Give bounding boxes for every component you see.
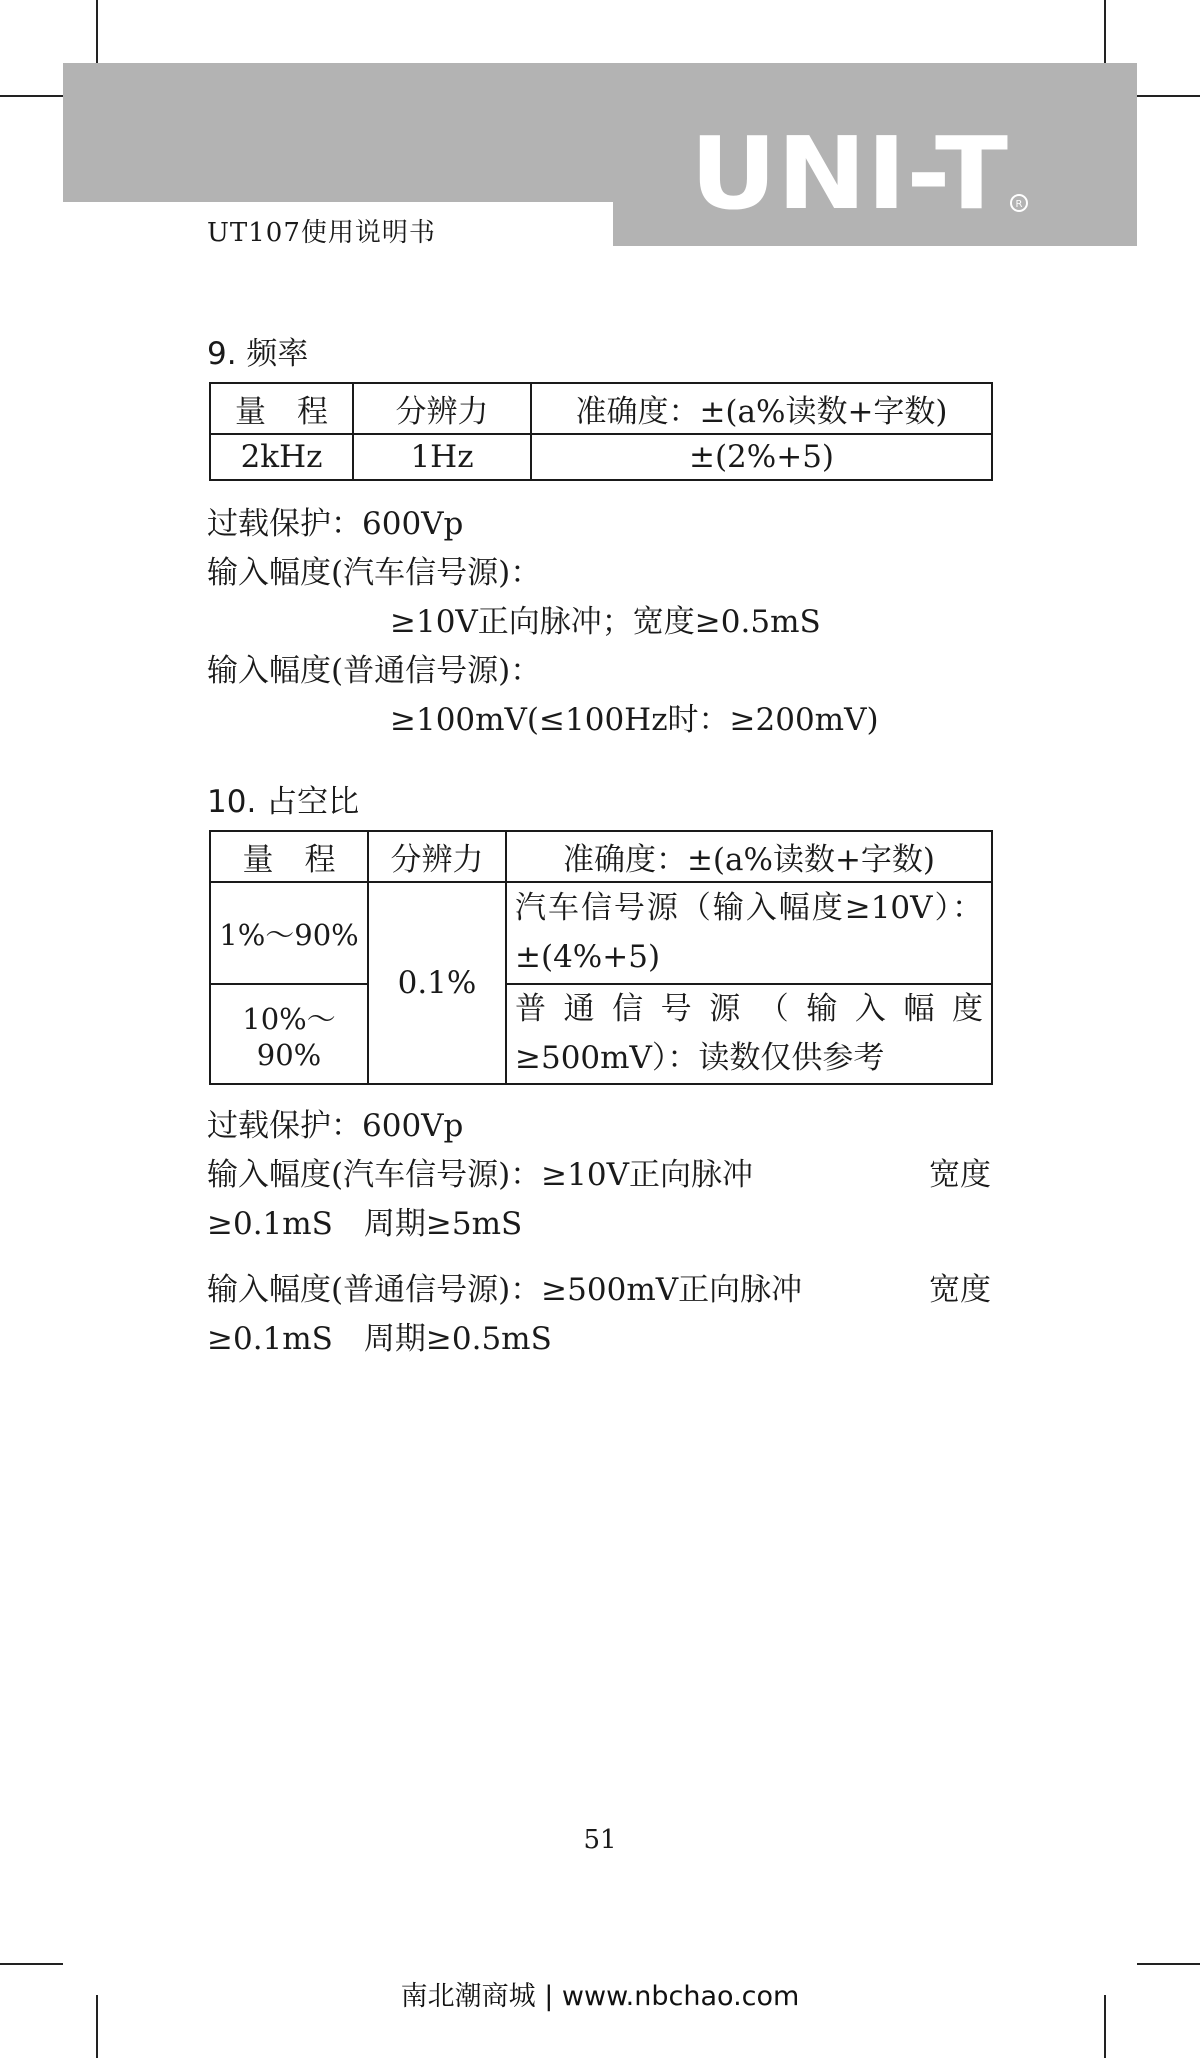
cell-accuracy: 汽车信号源（输入幅度≥10V）：±(4%+5): [506, 882, 992, 984]
header-resolution: 分辨力: [368, 831, 506, 882]
frequency-spec-table: [209, 382, 993, 481]
section-title-duty-cycle: 10. 占空比: [207, 784, 360, 820]
header-range: 量 程: [210, 383, 353, 434]
input-amplitude-general-label: 输入幅度(普通信号源)：: [207, 653, 542, 689]
footer-watermark: 南北潮商城 | www.nbchao.com: [400, 1981, 800, 2012]
input-amplitude-auto: [207, 1149, 991, 1194]
crop-mark: [0, 1963, 63, 1965]
crop-mark: [1137, 95, 1200, 97]
cell-resolution: 1Hz: [353, 434, 531, 480]
svg-text:R: R: [1015, 199, 1023, 210]
uni-t-logo: [690, 122, 1030, 217]
svg-text:UNI-T: UNI-T: [690, 122, 1008, 217]
section-title-frequency: 9. 频率: [207, 336, 309, 372]
width-label: 宽度: [929, 1157, 991, 1193]
header-accuracy: 准确度：±(a%读数+字数): [506, 831, 992, 882]
input-amplitude-auto-label: 输入幅度(汽车信号源)：: [207, 555, 542, 591]
cell-resolution: 0.1%: [368, 882, 506, 1084]
width-label: 宽度: [929, 1272, 991, 1308]
cell-range: 10%～90%: [210, 984, 368, 1084]
input-amplitude-auto-value: ≥10V正向脉冲；宽度≥0.5mS: [390, 604, 821, 640]
header-accuracy: 准确度：±(a%读数+字数): [531, 383, 992, 434]
cell-accuracy: ±(2%+5): [531, 434, 992, 480]
input-amplitude-general-value: ≥100mV(≤100Hz时：≥200mV): [390, 702, 879, 738]
crop-mark: [1137, 1963, 1200, 1965]
crop-mark: [0, 95, 63, 97]
input-amplitude-auto-continued: ≥0.1mS 周期≥5mS: [207, 1206, 523, 1242]
table-header-row: [210, 831, 992, 882]
input-amplitude-auto-text: 输入幅度(汽车信号源)：≥10V正向脉冲: [207, 1157, 753, 1193]
cell-accuracy: 普通信号源（输入幅度≥500mV）：读数仅供参考: [506, 984, 992, 1084]
table-row: [210, 984, 992, 1084]
table-header-row: [210, 383, 992, 434]
duty-cycle-spec-table: [209, 830, 993, 1085]
input-amplitude-general-text: 输入幅度(普通信号源)：≥500mV正向脉冲: [207, 1272, 803, 1308]
crop-mark: [96, 0, 98, 63]
page-number: 51: [583, 1825, 617, 1855]
header-range: 量 程: [210, 831, 368, 882]
overload-protection: 过载保护：600Vp: [207, 1108, 464, 1144]
overload-protection: 过载保护：600Vp: [207, 506, 464, 542]
cell-range: 2kHz: [210, 434, 353, 480]
doc-title: UT107使用说明书: [207, 218, 436, 248]
crop-mark: [1104, 0, 1106, 63]
cell-range: 1%～90%: [210, 882, 368, 984]
table-row: [210, 434, 992, 480]
header-resolution: 分辨力: [353, 383, 531, 434]
input-amplitude-general-continued: ≥0.1mS 周期≥0.5mS: [207, 1321, 552, 1357]
table-row: [210, 882, 992, 984]
input-amplitude-general: [207, 1264, 991, 1309]
